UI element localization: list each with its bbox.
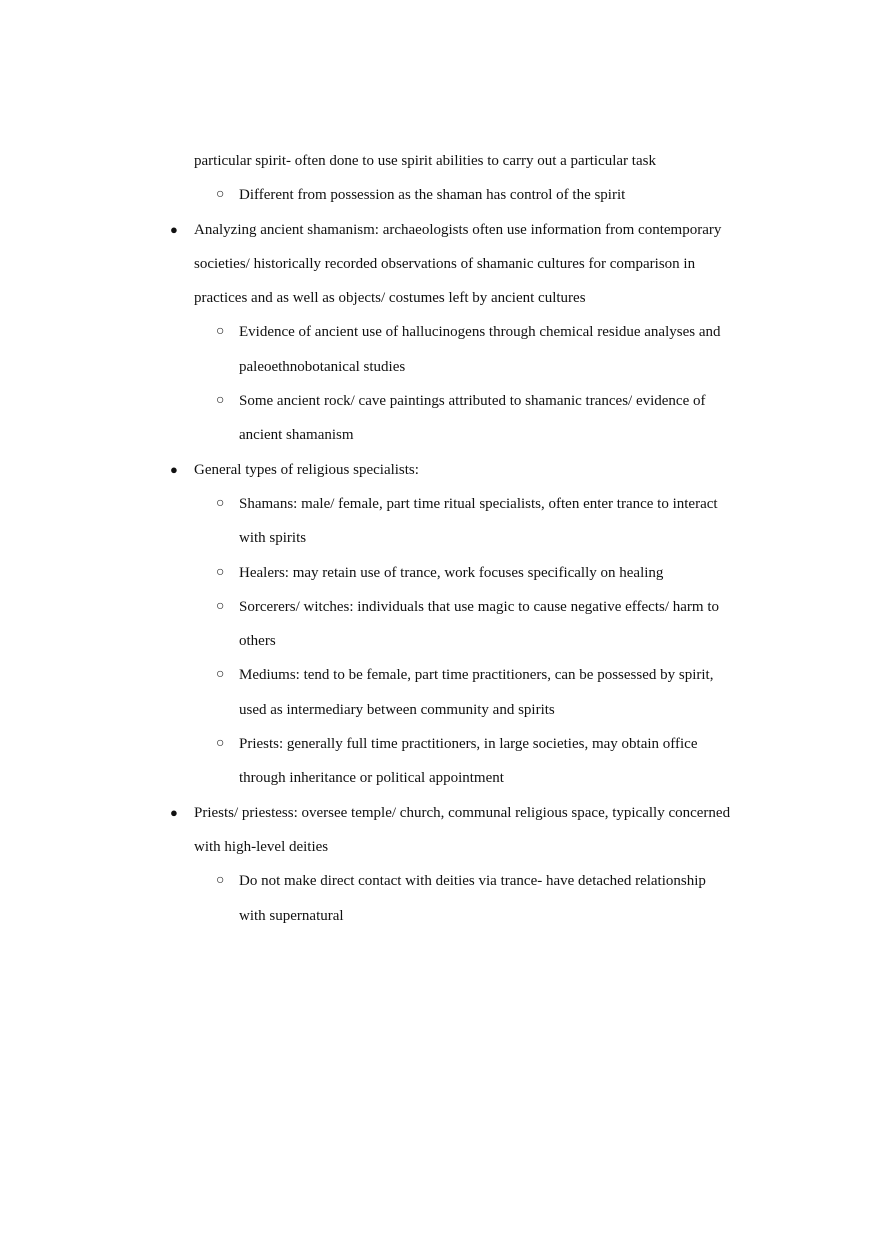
- bullet-hollow-icon: ○: [216, 564, 225, 580]
- text-line: [0, 453, 880, 487]
- text-line: [0, 658, 880, 692]
- line-text: Sorcerers/ witches: individuals that use magic to cause negative effects/ harm to: [239, 598, 719, 615]
- text-line: [0, 350, 880, 384]
- bullet-hollow-icon: ○: [216, 667, 225, 683]
- text-line: [0, 178, 880, 212]
- text-line: [0, 761, 880, 795]
- line-text: Analyzing ancient shamanism: archaeologists often use information from contemporary: [194, 221, 722, 238]
- text-line: [0, 796, 880, 830]
- bullet-hollow-icon: ○: [216, 324, 225, 340]
- bullet-hollow-icon: ○: [216, 393, 225, 409]
- bullet-hollow-icon: ○: [216, 598, 225, 614]
- bullet-hollow-icon: ○: [216, 495, 225, 511]
- text-line: [0, 144, 880, 178]
- line-text: Priests/ priestess: oversee temple/ church, communal religious space, typically concerned: [194, 804, 731, 821]
- bullet-filled-icon: ●: [170, 804, 178, 820]
- text-line: [0, 624, 880, 658]
- text-line: [0, 384, 880, 418]
- line-text: others: [239, 633, 276, 650]
- line-text: ancient shamanism: [239, 427, 354, 444]
- line-text: Do not make direct contact with deities via trance- have detached relationship: [239, 873, 706, 890]
- text-line: [0, 899, 880, 933]
- line-text: Priests: generally full time practitioners, in large societies, may obtain office: [239, 736, 698, 753]
- text-line: [0, 590, 880, 624]
- line-text: Shamans: male/ female, part time ritual specialists, often enter trance to interact: [239, 495, 718, 512]
- line-text: with spirits: [239, 530, 307, 547]
- line-text: practices and as well as objects/ costumes left by ancient cultures: [194, 290, 586, 307]
- bullet-filled-icon: ●: [170, 221, 178, 237]
- line-text: with high-level deities: [194, 838, 329, 855]
- text-line: [0, 727, 880, 761]
- text-line: [0, 247, 880, 281]
- bullet-hollow-icon: ○: [216, 873, 225, 889]
- bullet-hollow-icon: ○: [216, 736, 225, 752]
- line-text: particular spirit- often done to use spirit abilities to carry out a particular task: [194, 153, 656, 169]
- line-text: used as intermediary between community and spirits: [239, 701, 555, 718]
- notes-body: [0, 144, 880, 933]
- line-text: General types of religious specialists:: [194, 461, 419, 478]
- text-line: [0, 487, 880, 521]
- text-line: [0, 864, 880, 898]
- line-text: Evidence of ancient use of hallucinogens through chemical residue analyses and: [239, 324, 721, 341]
- text-line: [0, 213, 880, 247]
- line-text: with supernatural: [239, 907, 344, 924]
- text-line: [0, 281, 880, 315]
- text-line: [0, 418, 880, 452]
- text-line: [0, 693, 880, 727]
- text-line: [0, 315, 880, 349]
- line-text: Different from possession as the shaman has control of the spirit: [239, 187, 626, 204]
- text-line: [0, 830, 880, 864]
- line-text: Healers: may retain use of trance, work focuses specifically on healing: [239, 564, 664, 581]
- bullet-filled-icon: ●: [170, 461, 178, 477]
- line-text: Some ancient rock/ cave paintings attributed to shamanic trances/ evidence of: [239, 393, 706, 410]
- text-line: [0, 556, 880, 590]
- line-text: Mediums: tend to be female, part time practitioners, can be possessed by spirit,: [239, 667, 714, 684]
- line-text: through inheritance or political appointment: [239, 770, 504, 787]
- line-text: societies/ historically recorded observations of shamanic cultures for comparison in: [194, 255, 696, 272]
- bullet-hollow-icon: ○: [216, 187, 225, 203]
- text-line: [0, 521, 880, 555]
- line-text: paleoethnobotanical studies: [239, 358, 406, 375]
